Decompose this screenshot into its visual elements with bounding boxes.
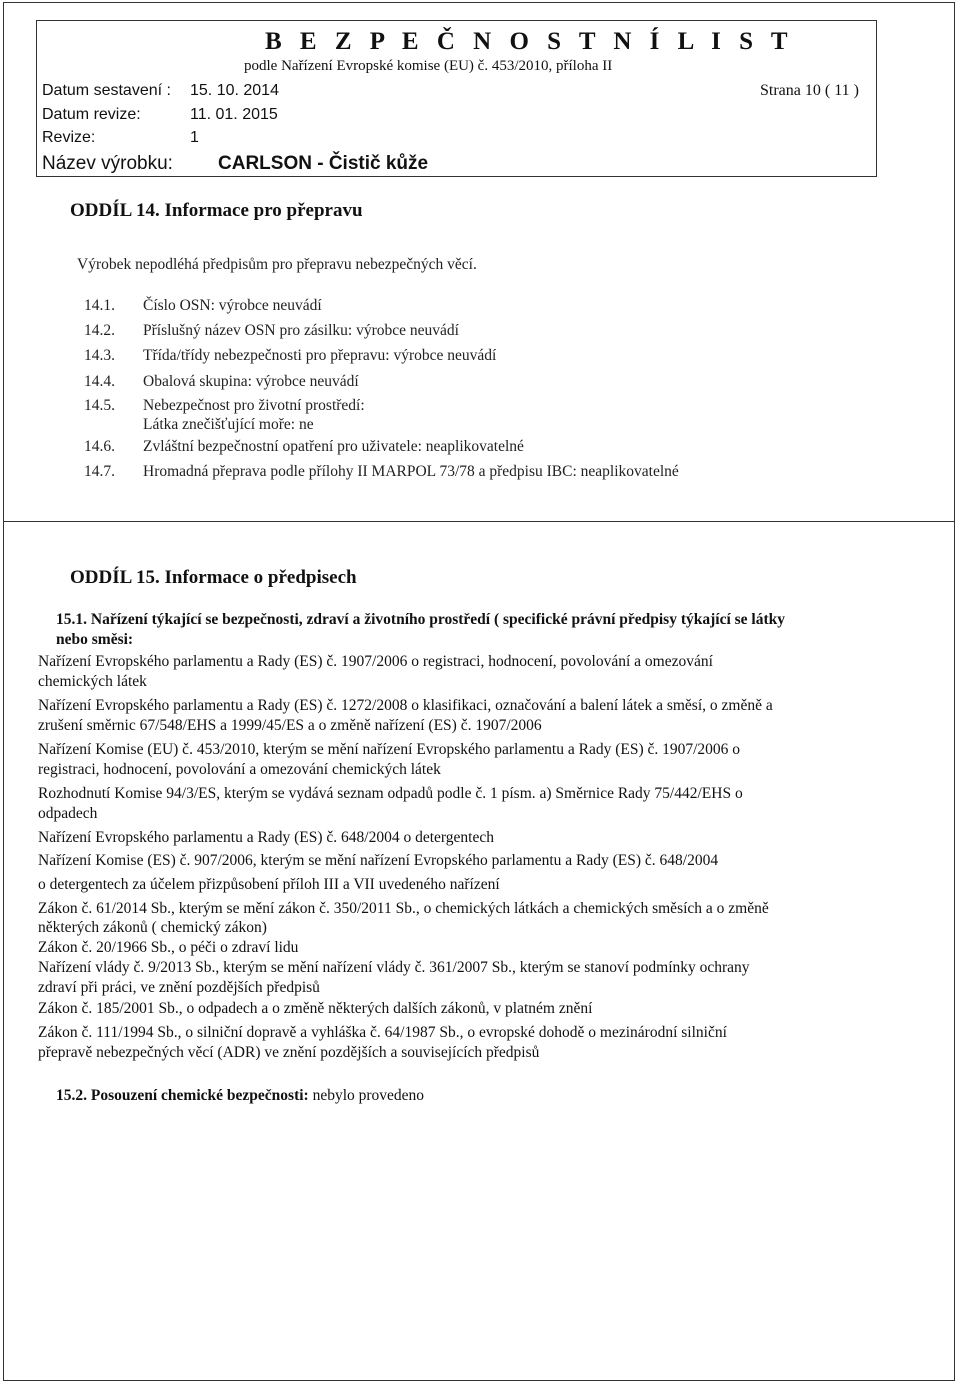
regulation-line: Zákon č. 20/1966 Sb., o péči o zdraví lidu	[38, 939, 299, 956]
item-text: Číslo OSN: výrobce neuvádí	[143, 297, 322, 314]
section-divider	[3, 521, 955, 522]
document-title: B E Z P E Č N O S T N Í L I S T	[265, 28, 794, 55]
item-number: 14.6.	[84, 438, 115, 455]
regulation-line: Nařízení Komise (ES) č. 907/2006, kterým se mění nařízení Evropského parlamentu a Rady (ES) č. 648/2004	[38, 852, 719, 869]
regulation-line: Zákon č. 61/2014 Sb., kterým se mění zákon č. 350/2011 Sb., o chemických látkách a chemických směsích a o změně	[38, 900, 769, 917]
regulation-line: Nařízení Evropského parlamentu a Rady (ES) č. 1272/2008 o klasifikaci, označování a balení látek a směsí, o změně a	[38, 697, 773, 714]
product-label: Název výrobku:	[42, 153, 173, 174]
regulation-line: o detergentech za účelem přizpůsobení příloh III a VII uvedeného nařízení	[38, 876, 500, 893]
regulation-line: Rozhodnutí Komise 94/3/ES, kterým se vydává seznam odpadů podle č. 1 písm. a) Směrnice Rady 75/442/EHS o	[38, 785, 743, 802]
subsection-15-1-heading-cont: nebo směsi:	[56, 631, 134, 648]
regulation-line: zrušení směrnic 67/548/EHS a 1999/45/ES a o změně nařízení (ES) č. 1907/2006	[38, 717, 542, 734]
item-text: Třída/třídy nebezpečnosti pro přepravu: výrobce neuvádí	[143, 347, 497, 364]
product-name: CARLSON - Čistič kůže	[218, 153, 429, 174]
subsection-15-1-heading: 15.1. Nařízení týkající se bezpečnosti, zdraví a životního prostředí ( specifické právní předpisy týkající se látky	[56, 611, 786, 628]
revision-label: Revize:	[42, 129, 96, 146]
regulation-line: Zákon č. 185/2001 Sb., o odpadech a o změně některých dalších zákonů, v platném znění	[38, 1000, 593, 1017]
regulation-line: Nařízení vlády č. 9/2013 Sb., kterým se mění nařízení vlády č. 361/2007 Sb., kterým se stanoví podmínky ochrany	[38, 959, 750, 976]
item-number: 14.5.	[84, 397, 115, 414]
item-number: 14.7.	[84, 463, 115, 480]
item-text: Nebezpečnost pro životní prostředí:	[143, 397, 365, 414]
regulation-line: chemických látek	[38, 673, 147, 690]
regulation-line: registraci, hodnocení, povolování a omezování chemických látek	[38, 761, 441, 778]
regulation-line: Nařízení Evropského parlamentu a Rady (ES) č. 1907/2006 o registraci, hodnocení, povolování a omezování	[38, 653, 713, 670]
revision-value: 1	[190, 129, 199, 146]
regulation-line: odpadech	[38, 805, 98, 822]
document-subtitle: podle Nařízení Evropské komise (EU) č. 453/2010, příloha II	[244, 58, 613, 74]
regulation-line: přepravě nebezpečných věcí (ADR) ve znění pozdějších a souvisejících předpisů	[38, 1044, 540, 1061]
subsection-15-2-value: nebylo provedeno	[308, 1087, 425, 1104]
item-text: Obalová skupina: výrobce neuvádí	[143, 373, 359, 390]
page-indicator: Strana 10 ( 11 )	[760, 82, 859, 99]
regulation-line: zdraví při práci, ve znění pozdějších předpisů	[38, 979, 320, 996]
revision-date-label: Datum revize:	[42, 106, 141, 123]
item-number: 14.4.	[84, 373, 115, 390]
item-text-continuation: Látka znečišťující moře: ne	[143, 416, 314, 433]
item-text: Zvláštní bezpečnostní opatření pro uživatele: neaplikovatelné	[143, 438, 524, 455]
subsection-15-2	[56, 1087, 424, 1105]
date-created-label: Datum sestavení :	[42, 82, 171, 99]
section-15-title: ODDÍL 15. Informace o předpisech	[70, 567, 357, 588]
section-14-intro: Výrobek nepodléhá předpisům pro přepravu nebezpečných věcí.	[77, 256, 477, 273]
subsection-15-2-heading: 15.2. Posouzení chemické bezpečnosti:	[56, 1087, 309, 1104]
date-created-value: 15. 10. 2014	[190, 82, 279, 99]
regulation-line: Nařízení Evropského parlamentu a Rady (ES) č. 648/2004 o detergentech	[38, 829, 494, 846]
regulation-line: Nařízení Komise (EU) č. 453/2010, kterým se mění nařízení Evropského parlamentu a Rady (ES) č. 1907/2006 o	[38, 741, 741, 758]
revision-date-value: 11. 01. 2015	[190, 106, 278, 123]
item-number: 14.1.	[84, 297, 115, 314]
regulation-line: Zákon č. 111/1994 Sb., o silniční dopravě a vyhláška č. 64/1987 Sb., o evropské dohodě o mezinárodní silniční	[38, 1024, 727, 1041]
item-text: Příslušný název OSN pro zásilku: výrobce neuvádí	[143, 322, 459, 339]
regulation-line: některých zákonů ( chemický zákon)	[38, 919, 267, 936]
item-text: Hromadná přeprava podle přílohy II MARPOL 73/78 a předpisu IBC: neaplikovatelné	[143, 463, 679, 480]
item-number: 14.2.	[84, 322, 115, 339]
item-number: 14.3.	[84, 347, 115, 364]
section-14-title: ODDÍL 14. Informace pro přepravu	[70, 200, 363, 221]
